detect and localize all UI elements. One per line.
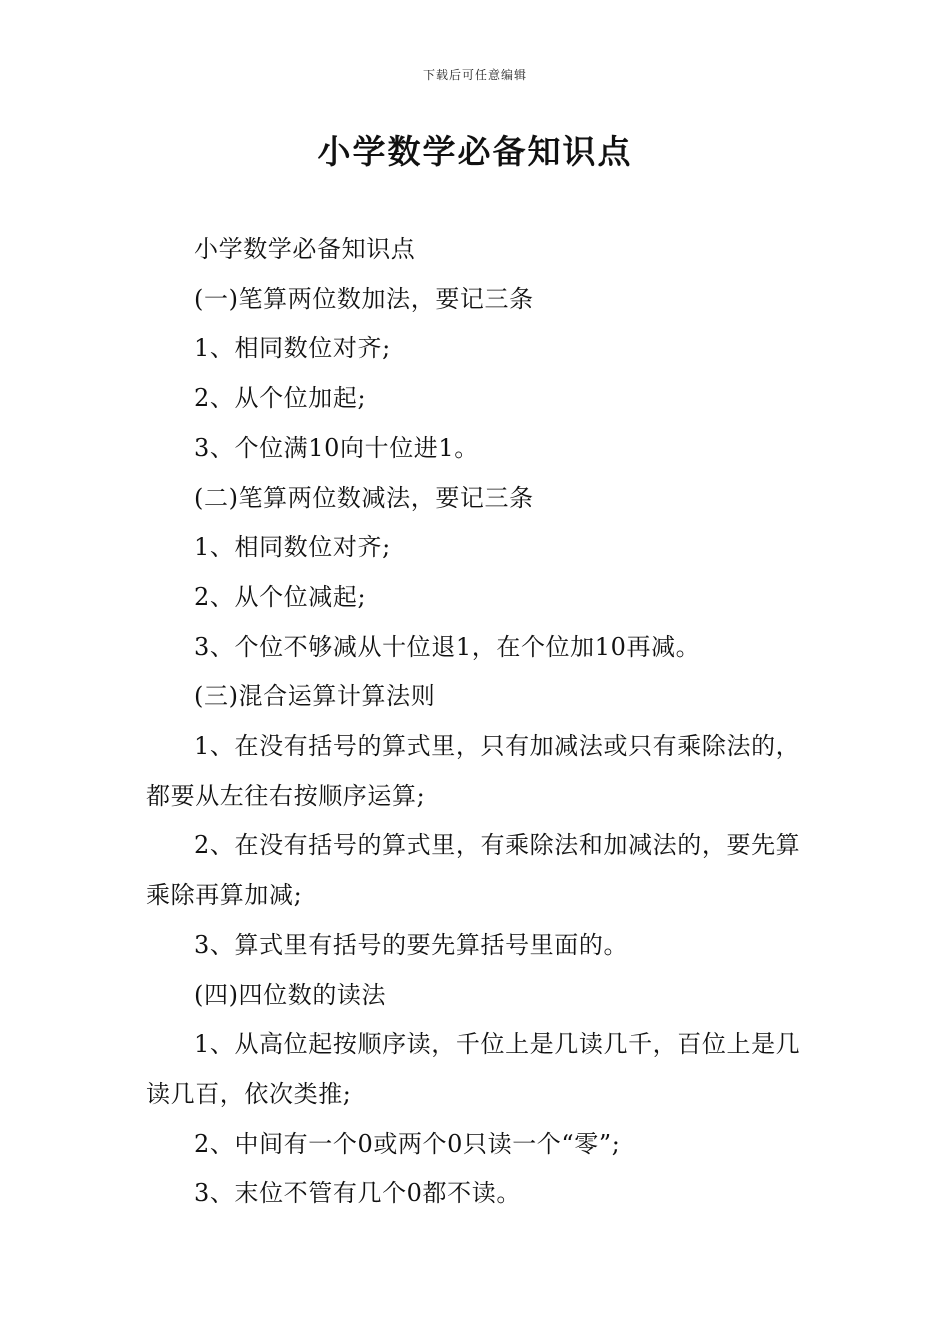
section-heading-subtraction: (二)笔算两位数减法，要记三条 — [194, 483, 534, 512]
list-item: 3、末位不管有几个0都不读。 — [194, 1179, 521, 1208]
list-item: 1、相同数位对齐; — [194, 533, 391, 562]
list-item: 1、在没有括号的算式里，只有加减法或只有乘除法的，都要从左往右按顺序运算; — [146, 732, 801, 810]
list-item: 2、从个位加起; — [194, 384, 367, 413]
page-title: 小学数学必备知识点 — [317, 132, 633, 171]
list-item: 2、中间有一个0或两个0只读一个“零”; — [194, 1129, 621, 1158]
list-item: 2、从个位减起; — [194, 582, 367, 611]
document-body — [146, 225, 822, 1219]
list-item: 3、个位满10向十位进1。 — [194, 433, 479, 462]
list-item: 1、从高位起按顺序读，千位上是几读几千，百位上是几读几百，依次类推; — [146, 1030, 801, 1108]
paragraph-intro: 小学数学必备知识点 — [194, 235, 416, 263]
list-item: 3、个位不够减从十位退1，在个位加10再减。 — [194, 632, 701, 661]
section-heading-addition: (一)笔算两位数加法，要记三条 — [194, 284, 534, 313]
list-item: 1、相同数位对齐; — [194, 334, 391, 363]
section-heading-reading-numbers: (四)四位数的读法 — [194, 980, 387, 1009]
list-item: 3、算式里有括号的要先算括号里面的。 — [194, 930, 629, 959]
section-heading-mixed-operations: (三)混合运算计算法则 — [194, 682, 436, 711]
header-note: 下载后可任意编辑 — [422, 68, 527, 82]
list-item: 2、在没有括号的算式里，有乘除法和加减法的，要先算乘除再算加减; — [146, 831, 801, 910]
